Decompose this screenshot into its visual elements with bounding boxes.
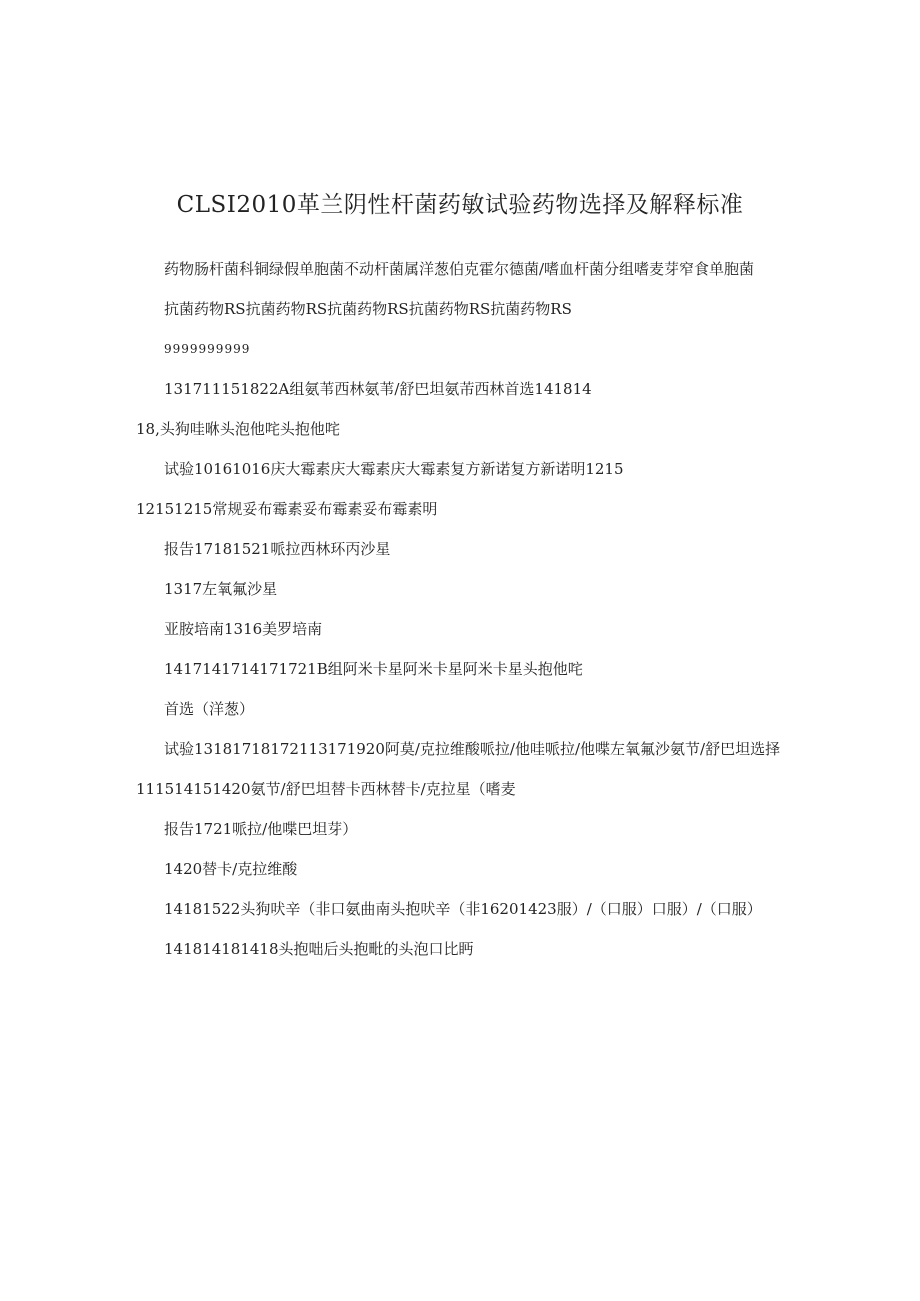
paragraph: 试验10161016庆大霉素庆大霉素庆大霉素复方新诺复方新诺明1215	[164, 460, 624, 478]
paragraph: 试验13181718172113171920阿莫/克拉维酸哌拉/他哇哌拉/他喋左氧氟沙氨节/舒巴坦选择111514151420氨节/舒巴坦替卡西林替卡/克拉星（嗜麦	[136, 740, 781, 798]
paragraph: 1420替卡/克拉维酸	[164, 860, 298, 878]
document-body	[136, 249, 788, 969]
paragraph: 1417141714171721B组阿米卡星阿米卡星阿米卡星头抱他咤	[164, 660, 583, 678]
paragraph: 药物肠杆菌科铜绿假单胞菌不动杆菌属洋葱伯克霍尔德菌/嗜血杆菌分组嗜麦芽窄食单胞菌	[164, 260, 755, 278]
paragraph: 12151215常规妥布霉素妥布霉素妥布霉素明	[136, 500, 438, 518]
paragraph: 14181522头狗吠辛（非口氨曲南头抱吠辛（非16201423服）/（口服）口服）/（口服）	[164, 900, 762, 918]
paragraph: 1317左氧氟沙星	[164, 580, 278, 598]
paragraph: 抗菌药物RS抗菌药物RS抗菌药物RS抗菌药物RS抗菌药物RS	[164, 300, 572, 318]
paragraph: 报告17181521哌拉西林环丙沙星	[164, 540, 391, 558]
paragraph: 报告1721哌拉/他喋巴坦芽）	[164, 820, 358, 838]
paragraph: 9999999999	[164, 342, 251, 356]
paragraph: 18,头狗哇咻头泡他咤头抱他咤	[136, 420, 340, 438]
paragraph: 131711151822A组氨苇西林氨苇/舒巴坦氨芾西林首选141814	[164, 380, 592, 398]
paragraph: 141814181418头抱咄后头抱毗的头泡口比眄	[164, 940, 474, 958]
paragraph: 首选（洋葱）	[164, 700, 255, 718]
document-title: CLSI2010革兰阴性杆菌药敏试验药物选择及解释标准	[176, 192, 744, 218]
paragraph: 亚胺培南1316美罗培南	[164, 620, 323, 638]
